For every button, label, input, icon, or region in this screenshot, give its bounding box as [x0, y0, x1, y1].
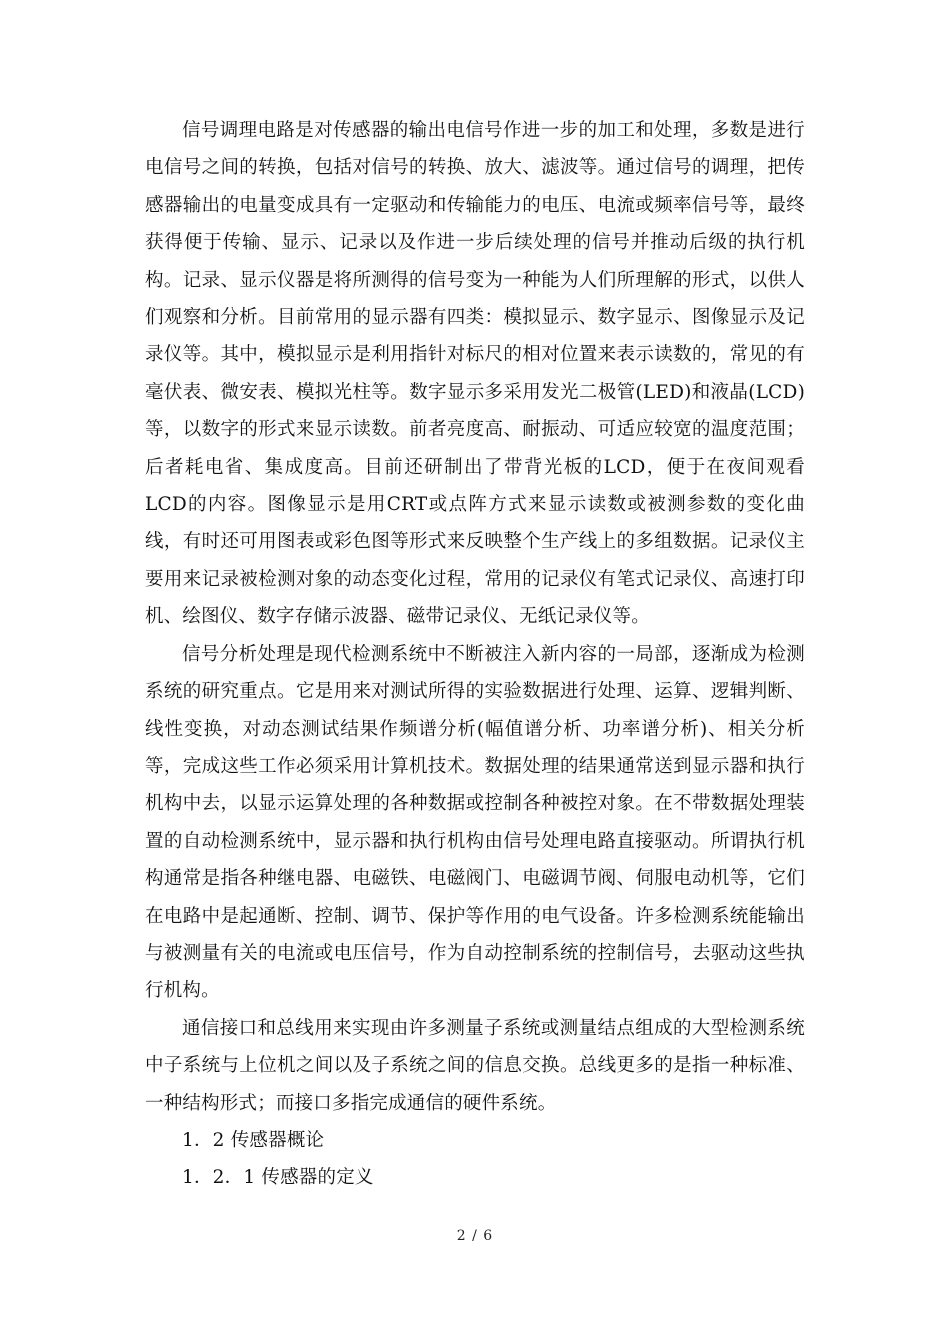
paragraph-signal-conditioning: 信号调理电路是对传感器的输出电信号作进一步的加工和处理，多数是进行电信号之间的转换，包括对信号的转换、放大、滤波等。通过信号的调理，把传感器输出的电量变成具有一定驱动和传输能力的电压、电流或频率信号等，最终获得便于传输、显示、记录以及作进一步后续处理的信号并推动后级的执行机构。记录、显示仪器是将所测得的信号变为一种能为人们所理解的形式，以供人们观察和分析。目前常用的显示器有四类：模拟显示、数字显示、图像显示及记录仪等。其中，模拟显示是利用指针对标尺的相对位置来表示读数的，常见的有毫伏表、微安表、模拟光柱等。数字显示多采用发光二极管(LED)和液晶(LCD)等，以数字的形式来显示读数。前者亮度高、耐振动、可适应较宽的温度范围；后者耗电省、集成度高。目前还研制出了带背光板的LCD，便于在夜间观看LCD的内容。图像显示是用CRT或点阵方式来显示读数或被测参数的变化曲线，有时还可用图表或彩色图等形式来反映整个生产线上的多组数据。记录仪主要用来记录被检测对象的动态变化过程，常用的记录仪有笔式记录仪、高速打印机、绘图仪、数字存储示波器、磁带记录仪、无纸记录仪等。 — [145, 120, 805, 628]
section-heading-sensor-overview: 1．2 传感器概论 — [182, 1129, 325, 1151]
paragraph-communication-interface: 通信接口和总线用来实现由许多测量子系统或测量结点组成的大型检测系统中子系统与上位机之间以及子系统之间的信息交换。总线更多的是指一种标准、一种结构形式；而接口多指完成通信的硬件系统。 — [145, 1017, 805, 1114]
page-number: 2 / 6 — [456, 1228, 494, 1244]
subsection-heading-sensor-definition: 1．2．1 传感器的定义 — [182, 1167, 374, 1189]
paragraph-signal-analysis: 信号分析处理是现代检测系统中不断被注入新内容的一局部，逐渐成为检测系统的研究重点。它是用来对测试所得的实验数据进行处理、运算、逻辑判断、线性变换，对动态测试结果作频谱分析(幅值谱分析、功率谱分析)、相关分析等，完成这些工作必须采用计算机技术。数据处理的结果通常送到显示器和执行机构中去，以显示运算处理的各种数据或控制各种被控对象。在不带数据处理装置的自动检测系统中，显示器和执行机构由信号处理电路直接驱动。所谓执行机构通常是指各种继电器、电磁铁、电磁阀门、电磁调节阀、伺服电动机等，它们在电路中是起通断、控制、调节、保护等作用的电气设备。许多检测系统能输出与被测量有关的电流或电压信号，作为自动控制系统的控制信号，去驱动这些执行机构。 — [145, 643, 805, 1002]
page-content — [0, 112, 950, 1197]
